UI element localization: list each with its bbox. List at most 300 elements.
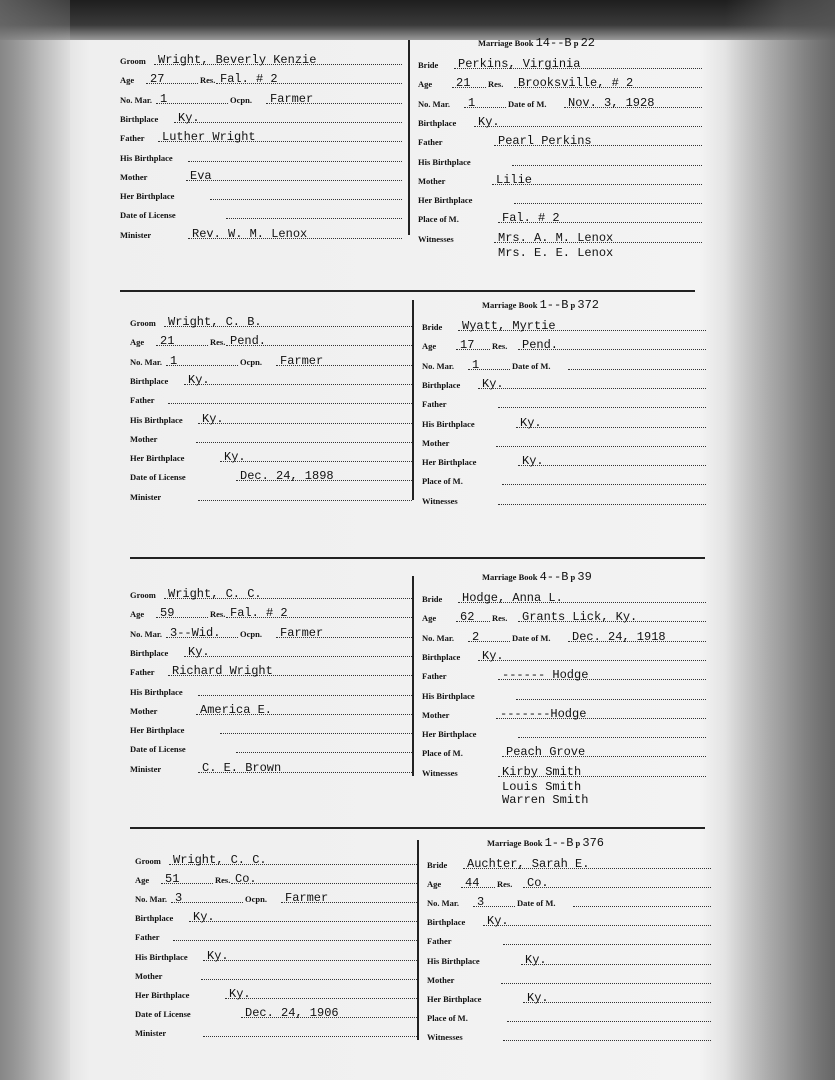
bride-witnesses-label: Witnesses — [422, 495, 458, 506]
groom-her-birthplace-line — [225, 998, 417, 999]
groom-his-birthplace-label: His Birthplace — [130, 686, 183, 697]
groom-mother-row — [130, 702, 412, 718]
bride-res-label: Res. — [497, 879, 513, 890]
groom-minister-label: Minister — [130, 763, 162, 774]
groom-name-row — [130, 314, 412, 330]
bride-name-row — [418, 56, 702, 72]
bride-her-birthplace-label: Her Birthplace — [427, 993, 482, 1004]
groom-father-row — [135, 928, 417, 944]
groom-father-row — [130, 391, 412, 407]
scan-top-shadow — [0, 0, 835, 40]
bride-birthplace-line — [478, 660, 706, 661]
bride-age-label: Age — [418, 79, 433, 90]
groom-her-birthplace-label: Her Birthplace — [130, 453, 185, 464]
scan-right-shadow — [725, 0, 835, 1080]
groom-no-mar-label: No. Mar. — [120, 94, 153, 105]
groom-mother-row — [120, 168, 402, 184]
bride-date-of-m-label: Date of M. — [512, 632, 551, 643]
groom-his-birthplace-value: Ky. — [202, 411, 224, 426]
marriage-book-number: 14--B — [535, 36, 572, 50]
groom-ocpn-label: Ocpn. — [230, 94, 252, 105]
bride-place-of-m-value: Peach Grove — [506, 745, 586, 760]
bride-witnesses-row — [427, 1028, 711, 1044]
bride-mother-label: Mother — [418, 175, 446, 186]
bride-place-of-m-row — [422, 744, 706, 760]
marriage-record — [135, 836, 725, 1080]
groom-his-birthplace-line — [198, 423, 412, 424]
marriage-book-label: Marriage Book — [487, 838, 545, 848]
bride-birthplace-line — [474, 126, 702, 127]
groom-mother-label: Mother — [130, 705, 158, 716]
groom-his-birthplace-label: His Birthplace — [130, 414, 183, 425]
groom-ocpn-label: Ocpn. — [240, 628, 262, 639]
bride-birthplace-label: Birthplace — [427, 917, 466, 928]
groom-age-value: 59 — [160, 606, 175, 621]
page-label: p — [568, 300, 578, 310]
marriage-record — [120, 36, 710, 280]
groom-birthplace-value: Ky. — [188, 372, 210, 387]
bride-witnesses-label: Witnesses — [422, 767, 458, 778]
groom-birthplace-value: Ky. — [188, 644, 210, 659]
groom-her-birthplace-label: Her Birthplace — [135, 989, 190, 1000]
groom-father-line — [173, 940, 417, 941]
groom-his-birthplace-row — [130, 683, 412, 699]
groom-res-label: Res. — [210, 609, 226, 620]
groom-name-value: Wright, C. C. — [168, 587, 262, 601]
bride-father-label: Father — [422, 671, 447, 682]
bride-her-birthplace-line — [518, 465, 706, 466]
groom-no-mar-row — [130, 625, 412, 641]
bride-his-birthplace-row — [427, 952, 711, 968]
bride-place-of-m-label: Place of M. — [427, 1012, 468, 1023]
bride-mother-label: Mother — [422, 709, 450, 720]
marriage-record — [130, 300, 720, 540]
groom-age-value: 51 — [165, 872, 180, 887]
groom-ocpn-value: Farmer — [280, 625, 324, 640]
bride-name-label: Bride — [418, 60, 439, 70]
groom-mother-label: Mother — [135, 970, 163, 981]
groom-minister-value: Rev. W. M. Lenox — [192, 226, 308, 241]
groom-no-mar-value: 3--Wid. — [170, 625, 221, 640]
bride-name-row — [422, 318, 706, 334]
groom-mother-line — [196, 442, 412, 443]
marriage-book-number: 4--B — [539, 570, 569, 584]
groom-name-value: Wright, C. C. — [173, 853, 267, 867]
groom-name-row — [120, 52, 402, 68]
bride-res-value: Co. — [527, 876, 549, 891]
groom-res-value: Co. — [235, 872, 257, 887]
bride-birthplace-line — [483, 925, 711, 926]
bride-mother-row — [422, 706, 706, 722]
bride-witness-extra: Mrs. E. E. Lenox — [498, 245, 614, 260]
groom-no-mar-value: 1 — [160, 91, 168, 106]
groom-date-of-license-line — [236, 752, 412, 753]
groom-minister-row — [130, 760, 412, 776]
groom-birthplace-line — [184, 656, 412, 657]
bride-age-label: Age — [422, 341, 437, 352]
groom-her-birthplace-line — [220, 461, 412, 462]
groom-mother-value: Eva — [190, 168, 212, 183]
bride-his-birthplace-label: His Birthplace — [418, 156, 471, 167]
bride-her-birthplace-label: Her Birthplace — [418, 195, 473, 206]
bride-date-of-m-label: Date of M. — [512, 360, 551, 371]
bride-witnesses-line — [503, 1040, 711, 1041]
groom-name-row — [135, 852, 417, 868]
bride-mother-row — [418, 172, 702, 188]
groom-res-line — [231, 883, 417, 884]
bride-date-of-m-value: Dec. 24, 1918 — [572, 629, 666, 644]
groom-mother-row — [135, 967, 417, 983]
bride-date-of-m-label: Date of M. — [508, 98, 547, 109]
bride-father-row — [422, 395, 706, 411]
bride-birthplace-label: Birthplace — [422, 379, 461, 390]
groom-res-value: Fal. # 2 — [220, 72, 278, 87]
groom-birthplace-label: Birthplace — [135, 913, 174, 924]
bride-witnesses-label: Witnesses — [418, 233, 454, 244]
bride-column — [422, 572, 706, 807]
groom-minister-label: Minister — [130, 491, 162, 502]
column-divider — [417, 840, 419, 1040]
groom-birthplace-value: Ky. — [178, 110, 200, 125]
groom-date-of-license-row — [135, 1005, 417, 1021]
groom-father-row — [130, 663, 412, 679]
groom-age-row — [135, 871, 417, 887]
bride-date-of-m-value: Nov. 3, 1928 — [568, 95, 655, 110]
bride-mother-row — [422, 434, 706, 450]
groom-mother-line — [186, 180, 402, 181]
bride-witnesses-row — [422, 492, 706, 508]
bride-his-birthplace-label: His Birthplace — [427, 955, 480, 966]
bride-place-of-m-row — [418, 210, 702, 226]
groom-birthplace-row — [135, 909, 417, 925]
bride-date-of-m-line — [568, 369, 706, 370]
groom-minister-line — [198, 500, 412, 501]
groom-res-label: Res. — [215, 875, 231, 886]
bride-age-value: 21 — [456, 76, 471, 91]
groom-his-birthplace-label: His Birthplace — [135, 951, 188, 962]
bride-witnesses-row — [418, 230, 702, 246]
bride-no-mar-label: No. Mar. — [427, 898, 460, 909]
groom-res-value: Fal. # 2 — [230, 606, 288, 621]
bride-birthplace-value: Ky. — [487, 914, 509, 929]
bride-res-value: Pend. — [522, 338, 559, 353]
bride-her-birthplace-row — [422, 725, 706, 741]
groom-his-birthplace-row — [120, 149, 402, 165]
groom-her-birthplace-label: Her Birthplace — [120, 191, 175, 202]
groom-her-birthplace-row — [130, 449, 412, 465]
bride-mother-line — [496, 446, 706, 447]
groom-father-label: Father — [130, 395, 155, 406]
groom-mother-line — [201, 979, 417, 980]
bride-name-value: Hodge, Anna L. — [462, 591, 563, 605]
bride-witness-extra: Louis Smith — [502, 779, 582, 794]
marriage-record — [130, 572, 720, 812]
bride-age-value: 17 — [460, 338, 475, 353]
groom-date-of-license-value: Dec. 24, 1898 — [240, 469, 334, 484]
groom-her-birthplace-row — [135, 986, 417, 1002]
bride-place-of-m-value: Fal. # 2 — [502, 211, 560, 226]
groom-her-birthplace-value: Ky. — [224, 450, 246, 465]
groom-birthplace-line — [184, 384, 412, 385]
groom-father-label: Father — [120, 133, 145, 144]
groom-no-mar-label: No. Mar. — [130, 356, 163, 367]
groom-her-birthplace-row — [130, 721, 412, 737]
bride-place-of-m-line — [507, 1021, 711, 1022]
groom-age-label: Age — [130, 337, 145, 348]
groom-minister-label: Minister — [135, 1027, 167, 1038]
bride-father-label: Father — [422, 399, 447, 410]
groom-birthplace-line — [189, 921, 417, 922]
groom-her-birthplace-value: Ky. — [229, 986, 251, 1001]
bride-birthplace-value: Ky. — [482, 376, 504, 391]
bride-birthplace-row — [422, 648, 706, 664]
bride-father-value: ------ Hodge — [502, 668, 589, 683]
bride-name-value: Perkins, Virginia — [458, 57, 581, 71]
groom-age-row — [120, 71, 402, 87]
bride-mother-value: Lilie — [496, 172, 533, 187]
groom-his-birthplace-row — [130, 411, 412, 427]
groom-date-of-license-row — [130, 468, 412, 484]
bride-birthplace-row — [422, 376, 706, 392]
bride-column — [422, 300, 706, 520]
bride-his-birthplace-line — [521, 964, 711, 965]
bride-her-birthplace-line — [523, 1002, 711, 1003]
bride-father-row — [418, 133, 702, 149]
bride-witnesses-value: Kirby Smith — [502, 764, 582, 779]
groom-date-of-license-value: Dec. 24, 1906 — [245, 1005, 339, 1020]
bride-name-row — [427, 856, 711, 872]
bride-place-of-m-row — [422, 472, 706, 488]
groom-no-mar-label: No. Mar. — [135, 894, 168, 905]
bride-her-birthplace-row — [422, 453, 706, 469]
groom-mother-label: Mother — [130, 433, 158, 444]
bride-birthplace-line — [478, 388, 706, 389]
bride-mother-value: -------Hodge — [500, 706, 587, 721]
marriage-book-number: 1--B — [539, 298, 569, 312]
groom-ocpn-value: Farmer — [270, 91, 314, 106]
groom-name-row — [130, 586, 412, 602]
groom-no-mar-value: 1 — [170, 353, 178, 368]
groom-date-of-license-row — [130, 740, 412, 756]
bride-her-birthplace-label: Her Birthplace — [422, 457, 477, 468]
bride-his-birthplace-line — [516, 699, 706, 700]
bride-column — [418, 40, 702, 260]
groom-ocpn-label: Ocpn. — [245, 894, 267, 905]
groom-name-value: Wright, Beverly Kenzie — [158, 53, 317, 67]
bride-age-row — [427, 875, 711, 891]
bride-his-birthplace-value: Ky. — [520, 415, 542, 430]
bride-mother-label: Mother — [422, 437, 450, 448]
bride-her-birthplace-value: Ky. — [527, 990, 549, 1005]
bride-date-of-m-line — [573, 906, 711, 907]
bride-her-birthplace-label: Her Birthplace — [422, 729, 477, 740]
groom-minister-value: C. E. Brown — [202, 760, 282, 775]
bride-age-row — [422, 609, 706, 625]
groom-column — [130, 572, 412, 775]
bride-mother-label: Mother — [427, 974, 455, 985]
groom-column — [130, 300, 412, 500]
groom-birthplace-value: Ky. — [193, 910, 215, 925]
bride-her-birthplace-row — [427, 990, 711, 1006]
groom-her-birthplace-label: Her Birthplace — [130, 725, 185, 736]
marriage-book-number: 1--B — [544, 836, 574, 850]
groom-mother-value: America E. — [200, 702, 273, 717]
groom-date-of-license-label: Date of License — [120, 210, 176, 221]
bride-name-label: Bride — [422, 594, 443, 604]
bride-column — [427, 840, 711, 1060]
groom-birthplace-label: Birthplace — [130, 375, 169, 386]
page-label: p — [571, 38, 581, 48]
bride-father-label: Father — [418, 137, 443, 148]
groom-birthplace-row — [130, 372, 412, 388]
bride-place-of-m-label: Place of M. — [422, 748, 463, 759]
groom-ocpn-value: Farmer — [285, 891, 329, 906]
groom-minister-row — [120, 226, 402, 242]
groom-date-of-license-row — [120, 206, 402, 222]
groom-minister-label: Minister — [120, 229, 152, 240]
groom-minister-line — [203, 1036, 417, 1037]
bride-his-birthplace-row — [422, 687, 706, 703]
bride-no-mar-value: 1 — [468, 95, 476, 110]
groom-name-label: Groom — [120, 56, 146, 66]
bride-his-birthplace-line — [512, 165, 702, 166]
groom-name-value: Wright, C. B. — [168, 315, 262, 329]
groom-column — [135, 840, 417, 1040]
groom-her-birthplace-row — [120, 187, 402, 203]
groom-no-mar-value: 3 — [175, 891, 183, 906]
bride-name-row — [422, 590, 706, 606]
groom-his-birthplace-label: His Birthplace — [120, 152, 173, 163]
marriage-book-label: Marriage Book — [482, 300, 540, 310]
bride-no-mar-row — [422, 357, 706, 373]
groom-no-mar-row — [130, 353, 412, 369]
record-divider — [120, 290, 695, 292]
bride-age-label: Age — [422, 613, 437, 624]
groom-father-line — [168, 403, 412, 404]
bride-his-birthplace-label: His Birthplace — [422, 690, 475, 701]
bride-no-mar-row — [418, 95, 702, 111]
bride-no-mar-row — [427, 894, 711, 910]
marriage-book-page: 22 — [580, 36, 596, 50]
bride-no-mar-row — [422, 629, 706, 645]
marriage-book-label: Marriage Book — [478, 38, 536, 48]
record-divider — [130, 557, 705, 559]
bride-witness-extra: Warren Smith — [502, 792, 589, 807]
bride-witnesses-label: Witnesses — [427, 1031, 463, 1042]
bride-birthplace-label: Birthplace — [418, 117, 457, 128]
bride-her-birthplace-line — [518, 737, 706, 738]
groom-birthplace-line — [174, 122, 402, 123]
bride-his-birthplace-value: Ky. — [525, 952, 547, 967]
bride-birthplace-value: Ky. — [482, 648, 504, 663]
bride-res-label: Res. — [492, 613, 508, 624]
groom-date-of-license-label: Date of License — [135, 1008, 191, 1019]
bride-father-row — [427, 932, 711, 948]
bride-mother-line — [501, 983, 711, 984]
groom-name-label: Groom — [130, 318, 156, 328]
groom-mother-row — [130, 430, 412, 446]
scan-left-shadow — [0, 0, 70, 1080]
bride-birthplace-row — [427, 913, 711, 929]
groom-date-of-license-label: Date of License — [130, 744, 186, 755]
bride-name-label: Bride — [422, 322, 443, 332]
groom-no-mar-label: No. Mar. — [130, 628, 163, 639]
bride-father-row — [422, 667, 706, 683]
bride-mother-row — [427, 971, 711, 987]
groom-birthplace-row — [120, 110, 402, 126]
bride-res-value: Brooksville, # 2 — [518, 76, 634, 91]
column-divider — [412, 300, 414, 500]
marriage-book-label: Marriage Book — [482, 572, 540, 582]
column-divider — [408, 40, 410, 235]
groom-his-birthplace-line — [198, 695, 412, 696]
groom-father-label: Father — [130, 667, 155, 678]
marriage-book-page: 39 — [577, 570, 592, 584]
bride-her-birthplace-line — [514, 203, 702, 204]
groom-date-of-license-line — [226, 218, 402, 219]
groom-date-of-license-label: Date of License — [130, 472, 186, 483]
bride-place-of-m-row — [427, 1009, 711, 1025]
groom-minister-row — [135, 1024, 417, 1040]
groom-name-label: Groom — [135, 856, 161, 866]
bride-his-birthplace-row — [422, 415, 706, 431]
record-divider — [130, 827, 705, 829]
bride-father-line — [498, 407, 706, 408]
marriage-book-page: 372 — [577, 298, 600, 312]
bride-no-mar-value: 1 — [472, 357, 480, 372]
bride-her-birthplace-row — [418, 191, 702, 207]
bride-place-of-m-line — [502, 484, 706, 485]
groom-age-label: Age — [120, 75, 135, 86]
groom-no-mar-row — [135, 890, 417, 906]
bride-res-line — [523, 887, 711, 888]
groom-no-mar-row — [120, 91, 402, 107]
groom-minister-row — [130, 488, 412, 504]
groom-father-value: Richard Wright — [172, 664, 273, 679]
bride-his-birthplace-label: His Birthplace — [422, 418, 475, 429]
bride-birthplace-value: Ky. — [478, 114, 500, 129]
groom-res-label: Res. — [210, 337, 226, 348]
bride-witnesses-row — [422, 764, 706, 780]
groom-her-birthplace-line — [210, 199, 402, 200]
bride-birthplace-label: Birthplace — [422, 651, 461, 662]
bride-his-birthplace-row — [418, 153, 702, 169]
marriage-book-page: 376 — [582, 836, 605, 850]
bride-res-label: Res. — [488, 79, 504, 90]
groom-his-birthplace-row — [135, 948, 417, 964]
bride-no-mar-label: No. Mar. — [422, 360, 455, 371]
groom-age-label: Age — [135, 875, 150, 886]
bride-witnesses-value: Mrs. A. M. Lenox — [498, 230, 614, 245]
bride-res-label: Res. — [492, 341, 508, 352]
bride-no-mar-label: No. Mar. — [422, 632, 455, 643]
column-divider — [412, 576, 414, 776]
groom-ocpn-label: Ocpn. — [240, 356, 262, 367]
bride-age-value: 44 — [465, 876, 480, 891]
groom-res-value: Pend. — [230, 334, 267, 349]
bride-res-value: Grants Lick, Ky. — [522, 610, 638, 625]
groom-res-label: Res. — [200, 75, 216, 86]
bride-no-mar-label: No. Mar. — [418, 98, 451, 109]
bride-age-row — [422, 337, 706, 353]
groom-age-value: 21 — [160, 334, 175, 349]
groom-his-birthplace-value: Ky. — [207, 948, 229, 963]
bride-place-of-m-label: Place of M. — [418, 214, 459, 225]
groom-column — [120, 40, 402, 240]
bride-name-value: Wyatt, Myrtie — [462, 319, 556, 333]
groom-ocpn-value: Farmer — [280, 353, 324, 368]
groom-father-row — [120, 129, 402, 145]
